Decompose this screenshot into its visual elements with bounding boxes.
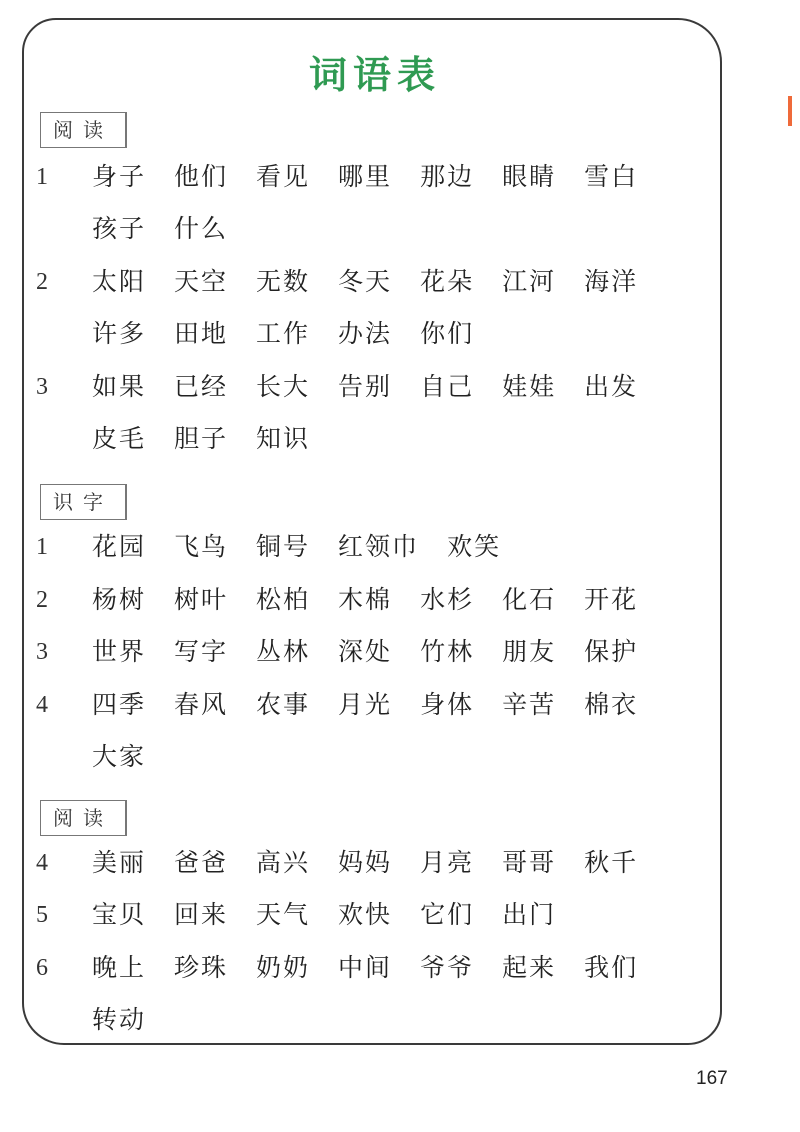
vocab-word: 皮毛	[92, 424, 147, 453]
vocab-word: 秋千	[584, 848, 639, 877]
vocab-word: 雪白	[584, 162, 639, 191]
vocab-word: 工作	[256, 319, 311, 348]
row-number: 1	[36, 164, 48, 190]
row-number: 3	[36, 639, 48, 665]
vocab-word: 月光	[338, 690, 393, 719]
vocab-word: 保护	[584, 637, 639, 666]
vocab-word: 田地	[174, 319, 229, 348]
vocab-word: 宝贝	[92, 900, 147, 929]
vocab-word: 写字	[174, 637, 229, 666]
vocab-word: 花朵	[420, 267, 475, 296]
page-title: 词语表	[308, 52, 441, 97]
vocab-word: 中间	[338, 953, 393, 982]
vocab-word: 许多	[92, 319, 147, 348]
row-number: 4	[36, 692, 48, 718]
vocab-word: 孩子	[92, 214, 147, 243]
vocab-word: 杨树	[92, 585, 147, 614]
vocab-word: 哥哥	[502, 848, 557, 877]
vocab-word: 身子	[92, 162, 147, 191]
vocab-word: 世界	[92, 637, 147, 666]
vocab-word: 奶奶	[256, 953, 311, 982]
vocab-word: 回来	[174, 900, 229, 929]
vocab-word: 办法	[338, 319, 393, 348]
vocab-word: 树叶	[174, 585, 229, 614]
vocab-word: 棉衣	[584, 690, 639, 719]
row-number: 5	[36, 902, 48, 928]
vocab-word: 化石	[502, 585, 557, 614]
vocab-word: 木棉	[338, 585, 393, 614]
vocab-word: 妈妈	[338, 848, 393, 877]
page-number: 167	[696, 1068, 728, 1089]
vocab-word: 起来	[502, 953, 557, 982]
row-words	[92, 951, 666, 985]
row-number: 1	[36, 534, 48, 560]
vocab-word: 四季	[92, 690, 147, 719]
vocab-word: 太阳	[92, 267, 147, 296]
vocab-word: 已经	[174, 372, 229, 401]
section-label-reading-2: 阅读	[40, 800, 127, 836]
vocab-word: 江河	[502, 267, 557, 296]
row-words	[92, 635, 666, 669]
vocab-word: 看见	[256, 162, 311, 191]
vocab-word: 朋友	[502, 637, 557, 666]
edge-mark	[788, 96, 792, 126]
vocab-word: 辛苦	[502, 690, 557, 719]
vocab-word: 爷爷	[420, 953, 475, 982]
vocab-word: 美丽	[92, 848, 147, 877]
vocab-word: 什么	[174, 214, 229, 243]
vocab-word: 知识	[256, 424, 311, 453]
vocab-word: 月亮	[420, 848, 475, 877]
vocab-word: 它们	[420, 900, 475, 929]
row-number: 4	[36, 850, 48, 876]
row-words	[92, 846, 666, 880]
vocab-word: 哪里	[338, 162, 393, 191]
vocab-word: 高兴	[256, 848, 311, 877]
vocab-word: 天气	[256, 900, 311, 929]
vocab-word: 我们	[584, 953, 639, 982]
row-words	[92, 583, 666, 617]
row-words	[92, 740, 174, 774]
vocab-word: 爸爸	[174, 848, 229, 877]
vocab-word: 转动	[92, 1005, 147, 1034]
row-words	[92, 530, 529, 564]
vocab-word: 开花	[584, 585, 639, 614]
vocab-word: 你们	[420, 319, 475, 348]
vocab-word: 海洋	[584, 267, 639, 296]
vocab-word: 自己	[420, 372, 475, 401]
vocab-word: 花园	[92, 532, 147, 561]
vocab-word: 铜号	[256, 532, 311, 561]
row-words	[92, 317, 502, 351]
vocab-word: 竹林	[420, 637, 475, 666]
vocab-word: 松柏	[256, 585, 311, 614]
row-words	[92, 265, 666, 299]
row-words	[92, 1003, 174, 1037]
row-number: 3	[36, 374, 48, 400]
vocab-word: 他们	[174, 162, 229, 191]
vocab-word: 冬天	[338, 267, 393, 296]
section-label-literacy: 识字	[40, 484, 127, 520]
vocab-word: 丛林	[256, 637, 311, 666]
row-number: 2	[36, 587, 48, 613]
vocab-word: 长大	[256, 372, 311, 401]
vocab-word: 水杉	[420, 585, 475, 614]
vocab-word: 无数	[256, 267, 311, 296]
vocab-word: 欢快	[338, 900, 393, 929]
vocab-word: 农事	[256, 690, 311, 719]
vocab-word: 晚上	[92, 953, 147, 982]
vocab-word: 珍珠	[174, 953, 229, 982]
vocab-word: 欢笑	[447, 532, 502, 561]
vocab-word: 身体	[420, 690, 475, 719]
row-words	[92, 160, 666, 194]
vocab-word: 春风	[174, 690, 229, 719]
row-number: 6	[36, 955, 48, 981]
vocab-word: 如果	[92, 372, 147, 401]
vocab-word: 眼睛	[502, 162, 557, 191]
vocab-word: 娃娃	[502, 372, 557, 401]
vocab-word: 红领巾	[338, 532, 420, 561]
row-words	[92, 688, 666, 722]
vocab-word: 告别	[338, 372, 393, 401]
row-words	[92, 370, 666, 404]
vocab-word: 深处	[338, 637, 393, 666]
row-words	[92, 422, 338, 456]
vocab-word: 大家	[92, 742, 147, 771]
row-words	[92, 212, 256, 246]
row-words	[92, 898, 584, 932]
vocab-word: 飞鸟	[174, 532, 229, 561]
row-number: 2	[36, 269, 48, 295]
vocab-word: 那边	[420, 162, 475, 191]
vocab-word: 天空	[174, 267, 229, 296]
vocab-word: 出发	[584, 372, 639, 401]
vocab-word: 出门	[502, 900, 557, 929]
vocab-word: 胆子	[174, 424, 229, 453]
section-label-reading-1: 阅读	[40, 112, 127, 148]
